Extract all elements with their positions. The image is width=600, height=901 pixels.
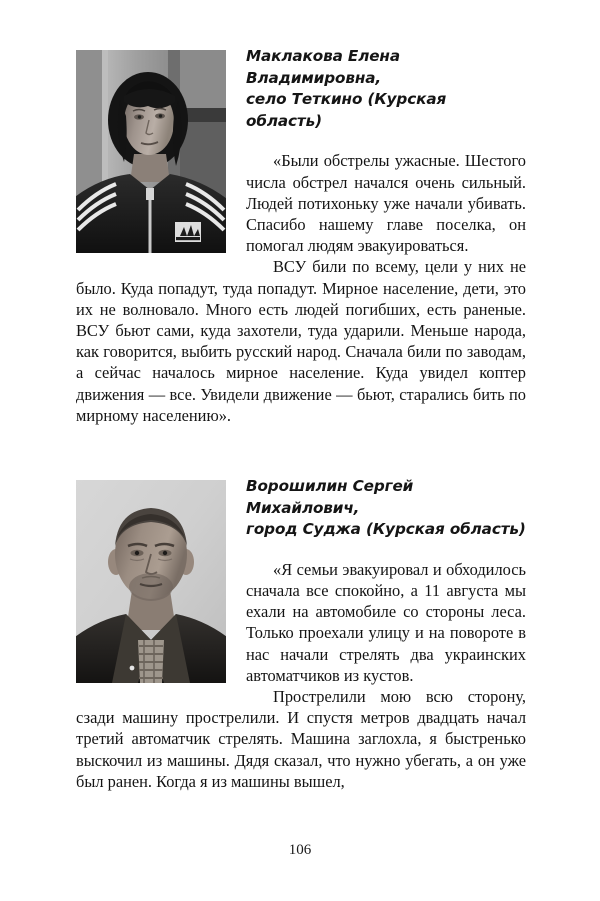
page-number: 106 (288, 842, 312, 858)
testimony-paragraph: «Я семьи эвакуировал и обходилось сначала все спокойно, а 11 августа мы ехали на автомобиле со стороны леса. Только проехали улицу и на повороте в нас начали стрелять два украинских автоматчиков из кустов. (246, 559, 526, 685)
heading-line-2: город Суджа (Курская область) (246, 520, 526, 539)
testimony-paragraph: ВСУ били по всему, цели у них не было. Куда попадут, туда попадут. Мирное население, дети, это их не волновало. Много есть людей погибших, есть раненые. ВСУ бьют сами, куда захотели, туда ударили. Меньше народа, как говорится, выбить русский народ. Сначала били по заводам, а сейчас началось мирное население. Куда увидел коптер движения — все. Увидели движение — бьют, старались бить по мирному населению». (76, 257, 526, 425)
heading-line-1: Маклакова Елена Владимировна, (246, 47, 400, 87)
section-divider (76, 426, 526, 476)
testimony-paragraph: Прострелили мою всю сторону, сзади машину прострелили. И спустя метров двадцать начал третий автоматчик стрелять. Машина заглохла, я быстренько выскочил из машины. Дядя сказал, что нужно убегать, а он уже был ранен. Когда я из машины вышел, (76, 686, 526, 791)
heading-line-2: село Теткино (Курская область) (246, 90, 447, 130)
portrait-photo-voroshilin (76, 480, 226, 683)
testimony-block (76, 476, 526, 792)
heading-line-1: Ворошилин Сергей Михайлович, (246, 476, 414, 517)
page-content (76, 46, 526, 792)
testimony-block (76, 46, 526, 426)
testimony-paragraph: «Были обстрелы ужасные. Шестого числа обстрел начался очень сильный. Людей потихоньку уже начали убивать. Спасибо нашему главе поселка, он помогал людям эвакуироваться. (246, 151, 526, 256)
portrait-photo-maklakova (76, 50, 226, 253)
